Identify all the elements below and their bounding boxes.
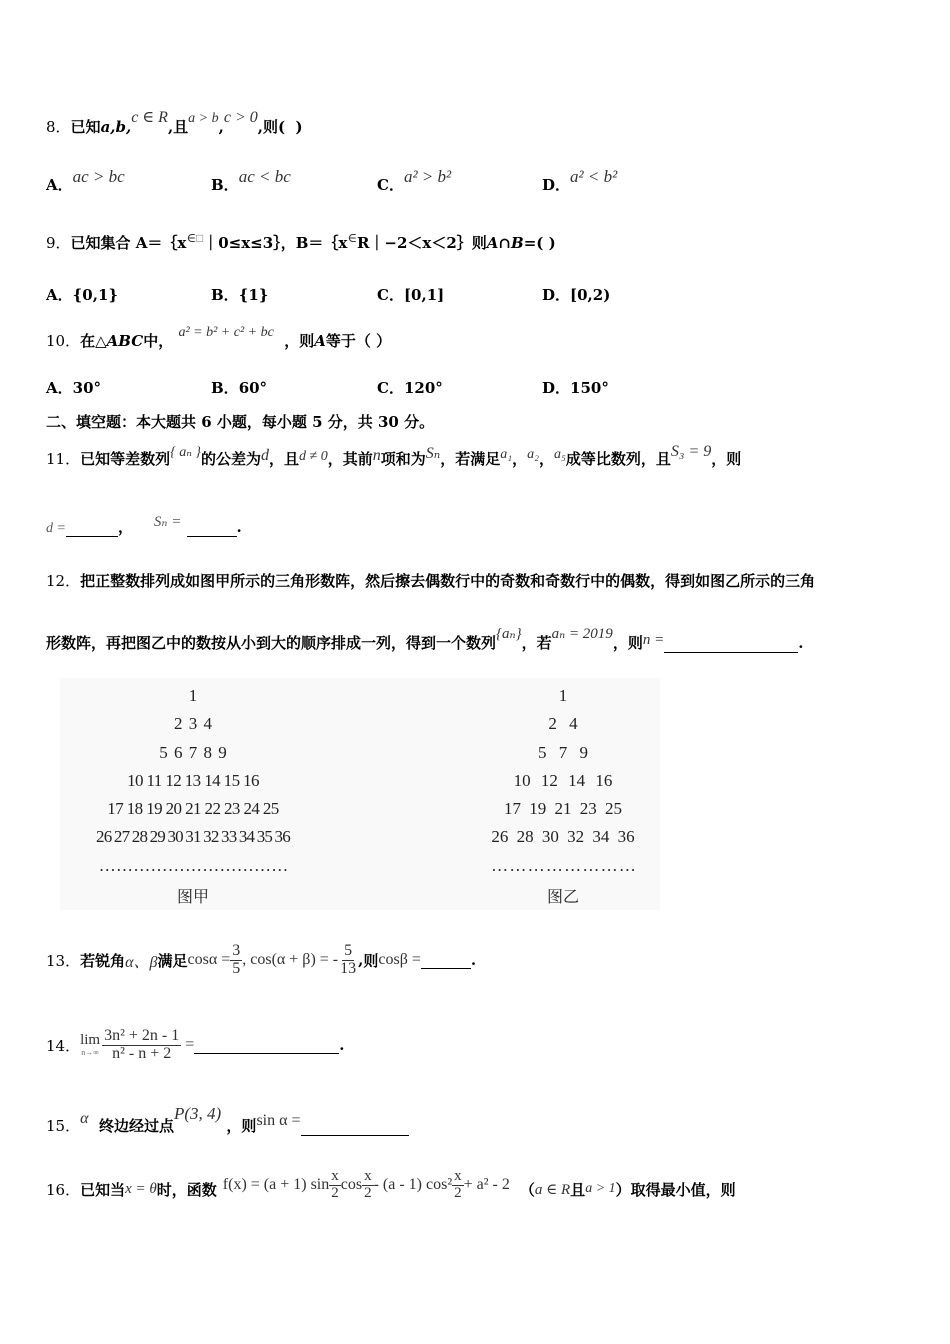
figure-row: 5 7 9 (538, 742, 588, 762)
question-text: . (470, 951, 477, 969)
math-cond: x = θ (125, 1180, 157, 1197)
fraction-5-13 (338, 943, 358, 978)
question-text: 若锐角 (80, 951, 126, 970)
question-text: R｜−2＜x＜2｝则 (356, 234, 487, 252)
math-n: n = (642, 632, 665, 648)
answer-blank-n[interactable] (664, 636, 798, 653)
math-sin: sin α = (256, 1112, 301, 1129)
figure-row: 10 11 12 13 14 15 16 (127, 770, 259, 790)
question-text: ， (539, 450, 555, 468)
option-a[interactable] (46, 284, 118, 305)
question-9 (46, 232, 556, 253)
math-n: n (372, 447, 381, 464)
math-angles: α、β (125, 953, 158, 971)
question-text: 已知等差数列 (80, 450, 171, 468)
math-equation: aₙ = 2019 (551, 626, 613, 642)
math-cos-beta: cosβ = (378, 951, 421, 968)
question-text: =( ) (523, 234, 556, 252)
question-text: 项和为 (380, 450, 426, 468)
math-cos-alpha: cosα = (187, 951, 231, 968)
question-11 (46, 443, 742, 469)
fraction-denominator: 2 (454, 1184, 462, 1201)
option-value: 60° (238, 379, 268, 397)
option-c[interactable] (377, 284, 444, 305)
option-b[interactable] (211, 284, 268, 305)
question-text: 在△ (80, 332, 107, 350)
question-13 (46, 935, 476, 985)
question-text: 形数阵，再把图乙中的数按从小到大的顺序排成一列，得到一个数列 (46, 634, 497, 652)
figure-row: 26 28 30 32 34 36 (491, 827, 635, 847)
question-10 (46, 325, 392, 351)
answer-blank[interactable] (194, 1037, 339, 1054)
option-label: D． (542, 379, 571, 397)
question-text: 等于（ ） (325, 332, 392, 350)
answer-label-d: d = (46, 521, 66, 536)
figure-row: 17 19 21 23 25 (504, 799, 622, 819)
question-number: 15． (46, 1117, 81, 1135)
question-text: （ (519, 1180, 535, 1199)
question-text: ,且 (167, 118, 189, 136)
answer-label-sn: Sₙ = (153, 514, 182, 530)
function-part: f(x) = (a + 1) sin (222, 1176, 330, 1193)
question-15 (46, 1104, 409, 1136)
question-text: ，且 (269, 450, 300, 468)
question-text: 把正整数排列成如图甲所示的三角形数阵，然后擦去偶数行中的奇数和奇数行中的偶数，得到如图乙所示的三角 (80, 572, 816, 590)
math-vars: a,b, (100, 118, 132, 136)
question-number: 12． (46, 572, 81, 590)
math-condition: a > b (188, 111, 219, 126)
math-var: A (314, 332, 326, 350)
question-text: 且 (570, 1180, 586, 1199)
figure-row: 1 (188, 686, 198, 705)
element-of-symbol: ∈ (347, 230, 357, 245)
option-label: A． (46, 286, 73, 304)
figure-caption: 图乙 (546, 887, 579, 907)
math-alpha: α (80, 1110, 89, 1127)
option-b[interactable] (211, 167, 291, 195)
question-text: , (358, 951, 364, 969)
question-11-answers (46, 516, 242, 537)
option-label: D． (542, 176, 571, 194)
question-text: 已知当 (80, 1180, 126, 1199)
option-value: 150° (570, 379, 609, 397)
math-seq: {aₙ} (496, 626, 522, 642)
question-text: ， (512, 450, 528, 468)
question-text: 则 (363, 951, 379, 970)
triangle-name: ABC (106, 332, 144, 350)
math-equation: a² = b² + c² + bc (178, 325, 274, 340)
question-number: 10． (46, 332, 81, 350)
option-expr: a² > b² (403, 167, 452, 186)
option-a[interactable] (46, 167, 125, 195)
figure-row: 1 (558, 686, 568, 705)
math-s3: S₃ = 9 (670, 443, 712, 460)
answer-blank-d[interactable] (66, 520, 118, 537)
fraction-x-2 (452, 1169, 464, 1202)
question-text: . (236, 518, 242, 536)
math-condition: c > 0 (223, 109, 258, 126)
question-text: ）取得最小值，则 (615, 1180, 736, 1199)
question-text: ， (117, 518, 133, 536)
question-text: 已知集合 A＝｛x (70, 234, 187, 252)
option-c[interactable] (377, 167, 452, 195)
question-text: ,则( (257, 118, 286, 136)
question-text: . (798, 634, 804, 652)
fraction-denominator: 13 (340, 959, 357, 977)
question-text: 已知 (70, 118, 101, 136)
option-d[interactable] (542, 377, 609, 398)
figure-row: 17 18 19 20 21 22 23 24 25 (107, 799, 279, 819)
equals-sign: = (185, 1036, 195, 1053)
triangle-figures (60, 678, 660, 910)
option-label: B． (211, 286, 239, 304)
question-number: 11． (46, 450, 81, 468)
question-12-line2 (46, 626, 804, 653)
option-value: {1} (238, 286, 269, 304)
option-label: A． (46, 176, 73, 194)
question-text: 的公差为 (200, 450, 261, 468)
fraction-numerator: x (331, 1167, 339, 1184)
question-number: 8． (46, 118, 71, 136)
math-point: P(3, 4) (173, 1104, 222, 1123)
math-cos-sum: , cos(α + β) = - (242, 951, 339, 968)
option-expr: ac < bc (238, 167, 291, 186)
option-label: D． (542, 286, 571, 304)
math-a2: a₂ (527, 447, 539, 462)
fraction-numerator: 3n² + 2n - 1 (104, 1026, 180, 1044)
question-text: . (339, 1036, 345, 1054)
figure-row: … … … … … … … … … … … (98, 855, 288, 875)
math-seq: { aₙ } (170, 445, 201, 460)
option-label: C． (377, 379, 404, 397)
option-c[interactable] (377, 377, 443, 398)
limit-operator (80, 1033, 100, 1057)
math-function (223, 1169, 510, 1202)
fraction-numerator: 5 (344, 941, 353, 959)
fraction-numerator: x (454, 1167, 462, 1184)
fraction-denominator: 5 (232, 959, 241, 977)
option-label: B． (211, 176, 239, 194)
figure-row: 5 6 7 8 9 (159, 742, 227, 762)
option-expr: ac > bc (72, 167, 125, 186)
question-text: ，若 (521, 634, 552, 652)
question-text: ，则 (226, 1117, 257, 1135)
function-part: + a² - 2 (463, 1176, 510, 1193)
fraction-x-2 (362, 1169, 374, 1202)
math-sn: Sₙ (425, 445, 441, 462)
math-cond: d ≠ 0 (299, 449, 328, 464)
question-text: ，则 (284, 332, 315, 350)
answer-blank[interactable] (421, 952, 471, 969)
question-text: , (218, 118, 224, 136)
option-value: {0,1} (72, 286, 119, 304)
option-value: [0,2) (570, 286, 611, 304)
option-label: B． (211, 379, 239, 397)
question-text: 终边经过点 (98, 1117, 174, 1135)
question-text: 时，函数 (156, 1180, 217, 1199)
fraction-numerator: x (364, 1167, 372, 1184)
question-number: 9． (46, 234, 71, 252)
question-16 (46, 1166, 736, 1212)
question-14 (46, 1018, 345, 1072)
question-text: ｜0≤x≤3｝，B＝｛x (203, 234, 348, 252)
figure-row: 26 27 28 29 30 31 32 33 34 35 36 (96, 827, 290, 847)
option-d[interactable] (542, 284, 610, 305)
question-text: ，则 (612, 634, 643, 652)
figure-row: … … … … … … … … (491, 855, 635, 875)
option-label: A． (46, 379, 73, 397)
limit-subscript: n→∞ (81, 1047, 99, 1057)
question-text: 中， (143, 332, 174, 350)
question-8 (46, 109, 303, 137)
fraction-denominator: 2 (331, 1184, 339, 1201)
option-value: [0,1] (403, 286, 445, 304)
math-d: d (261, 447, 269, 464)
question-12 (46, 570, 815, 591)
math-expr: A∩B (486, 234, 524, 252)
fraction-3-5 (230, 943, 242, 978)
option-value: 120° (403, 379, 443, 397)
figure-row: 2 3 4 (174, 714, 212, 734)
function-part: cos (340, 1176, 363, 1193)
question-text: 满足 (157, 951, 188, 970)
section-heading: 二、填空题：本大题共 6 小题，每小题 5 分，共 30 分。 (46, 413, 435, 431)
limit-fraction (102, 1028, 181, 1063)
question-number: 16． (46, 1180, 81, 1199)
question-number: 14． (46, 1036, 81, 1055)
limit-text: lim (80, 1031, 101, 1048)
fraction-denominator: n² - n + 2 (112, 1044, 172, 1062)
missing-glyph-box: □ (195, 231, 204, 245)
figure-jia (66, 682, 320, 907)
figure-caption: 图甲 (176, 887, 209, 907)
math-cond: a > 1 (585, 1181, 616, 1196)
fraction-denominator: 2 (364, 1184, 372, 1201)
element-of-symbol: ∈ (186, 230, 196, 245)
answer-blank[interactable] (301, 1119, 409, 1136)
option-label: C． (377, 176, 404, 194)
figure-row: 10 12 14 16 (513, 770, 613, 790)
function-part: - (a - 1) cos² (373, 1176, 453, 1193)
option-value: 30° (72, 379, 102, 397)
answer-blank-sn[interactable] (187, 520, 237, 537)
question-number: 13． (46, 951, 81, 970)
question-text: ) (295, 118, 303, 136)
option-d[interactable] (542, 167, 618, 195)
math-condition: c ∈ R (131, 109, 168, 126)
question-text: ，则 (711, 450, 742, 468)
question-text: 成等比数列，且 (565, 450, 671, 468)
figure-yi (472, 682, 654, 907)
question-text: ，若满足 (440, 450, 501, 468)
math-a1: a₁ (500, 447, 513, 462)
figure-row: 2 4 (548, 714, 578, 734)
question-text: ，其前 (327, 450, 373, 468)
option-a[interactable] (46, 377, 101, 398)
math-a5: a₅ (554, 447, 566, 462)
fraction-x-2 (329, 1169, 341, 1202)
fraction-numerator: 3 (232, 941, 241, 959)
option-b[interactable] (211, 377, 267, 398)
option-expr: a² < b² (570, 167, 618, 186)
option-label: C． (377, 286, 404, 304)
math-cond: a ∈ R (534, 1181, 571, 1198)
